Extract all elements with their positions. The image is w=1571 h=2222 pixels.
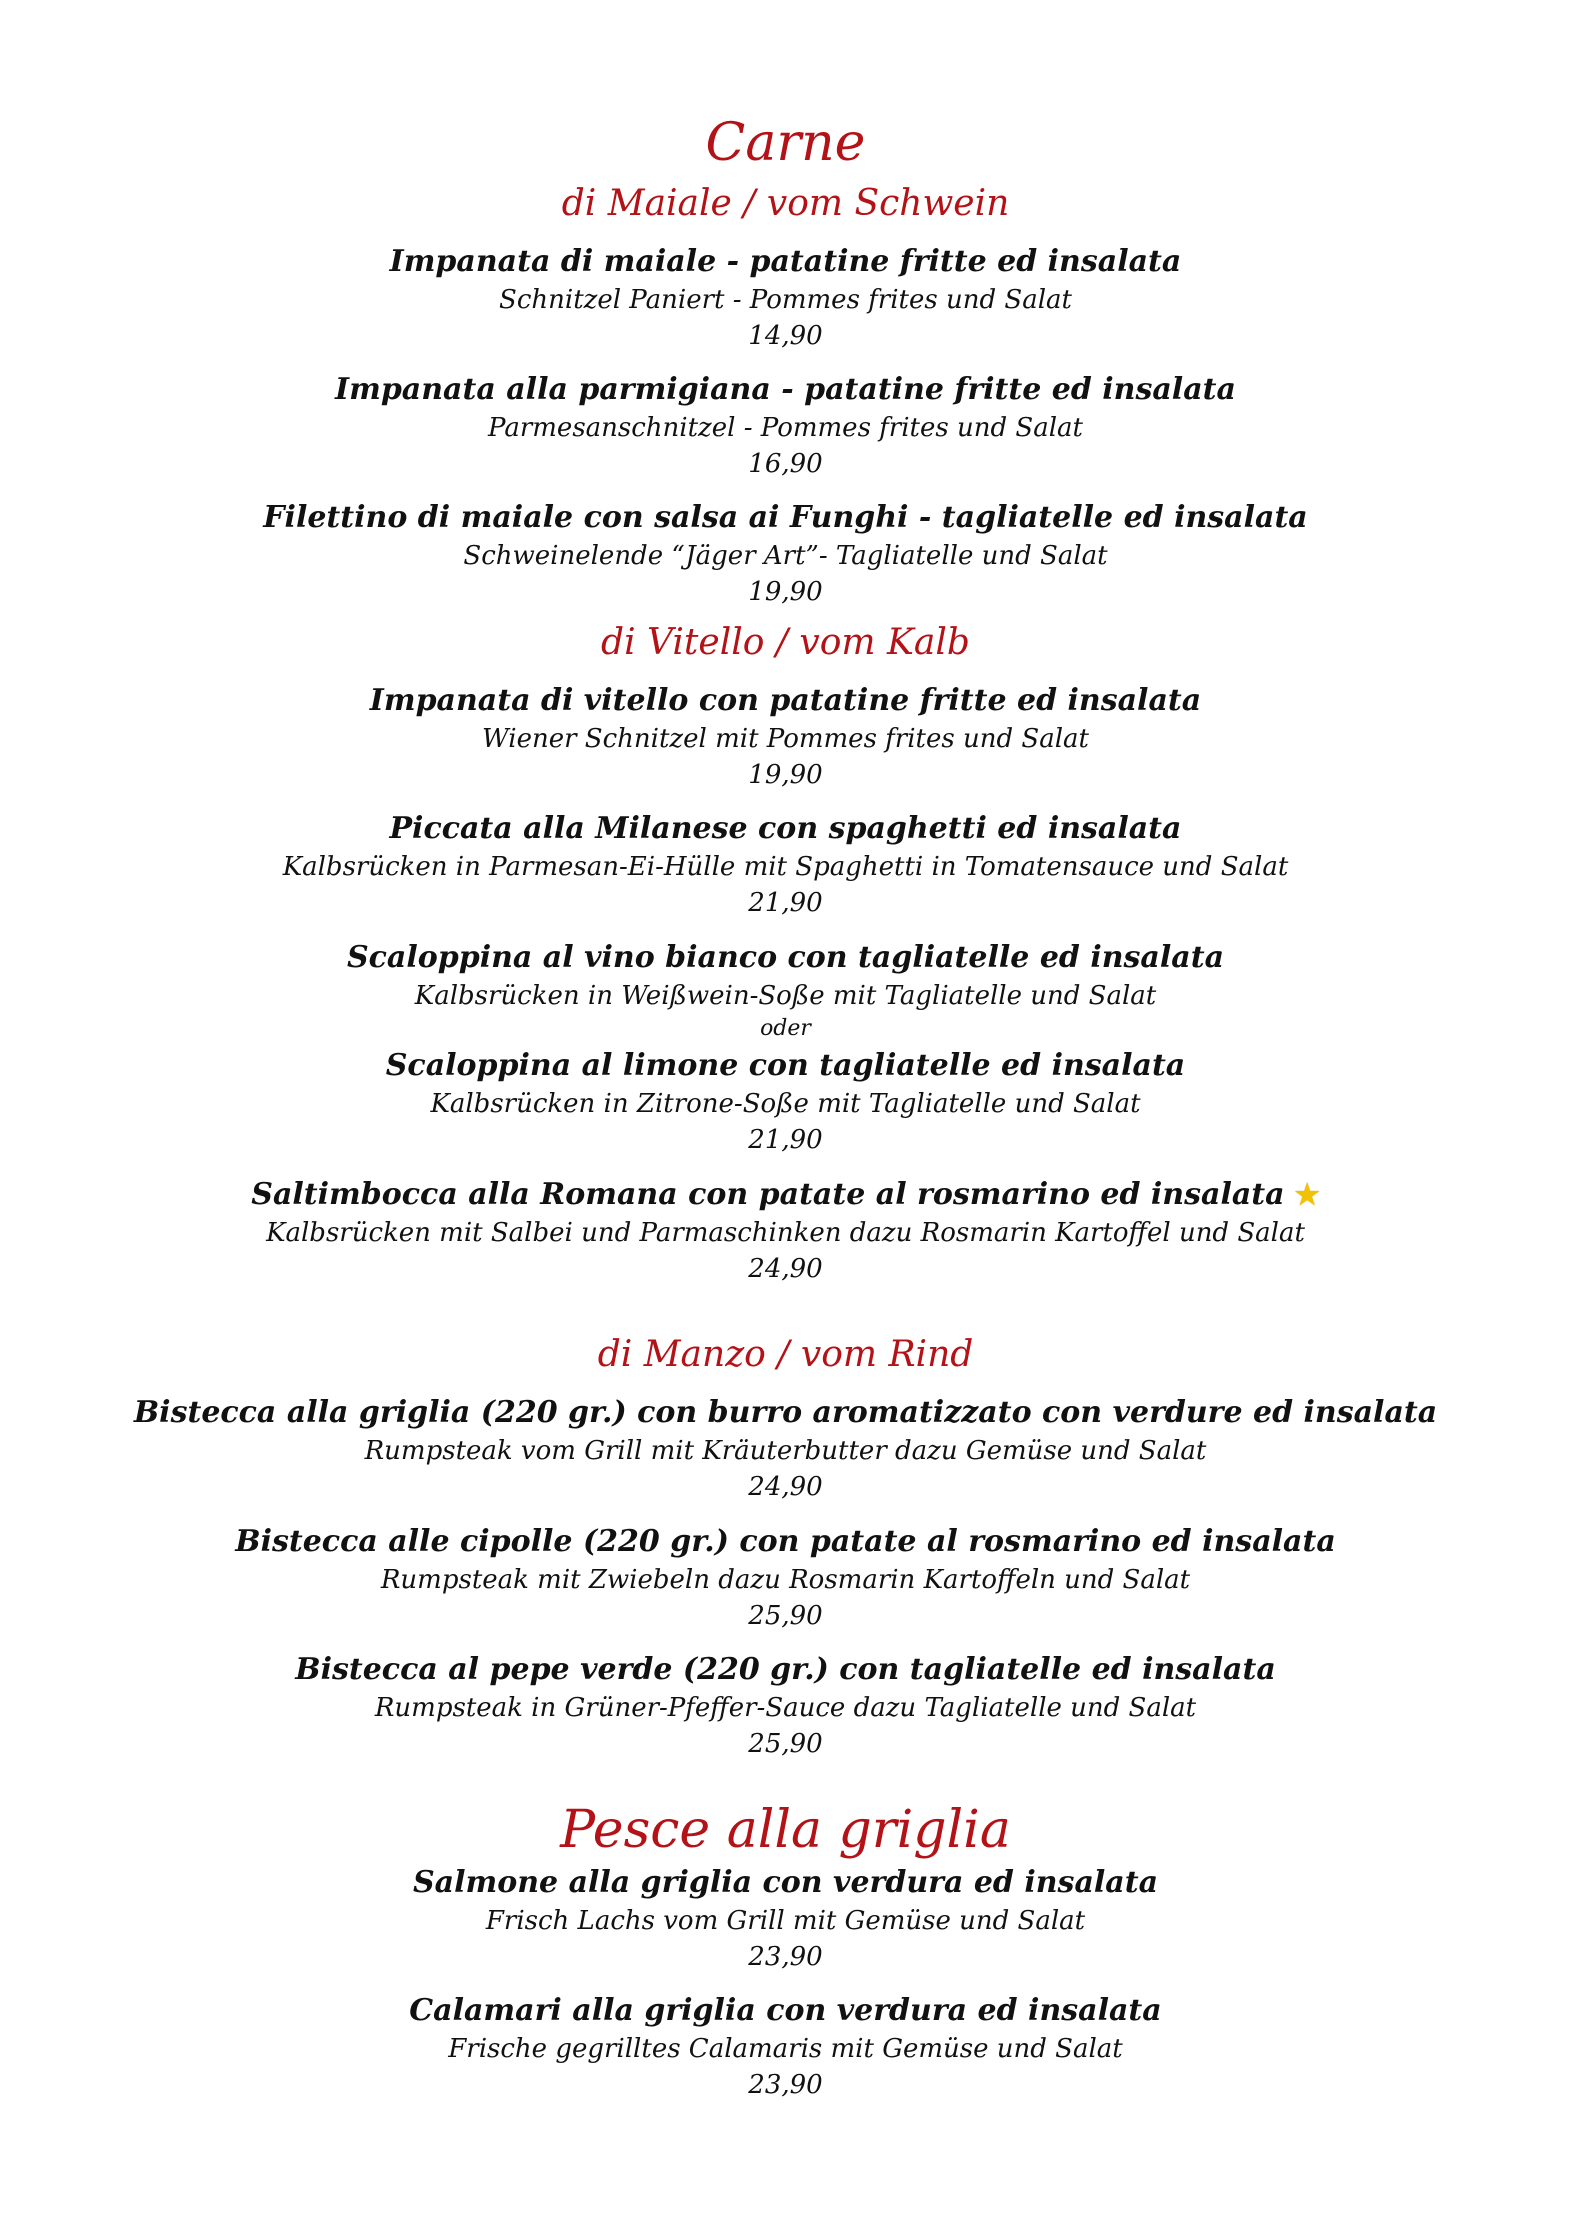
dish-price: 23,90 bbox=[748, 2070, 823, 2100]
dish-description: Parmesanschnitzel - Pommes frites und Salat bbox=[488, 413, 1083, 443]
dish-name: Bistecca al pepe verde (220 gr.) con tagliatelle ed insalata bbox=[295, 1652, 1276, 1687]
dish-price: 19,90 bbox=[748, 760, 823, 790]
dish-name: Calamari alla griglia con verdura ed insalata bbox=[409, 1993, 1162, 2028]
dish-name: Impanata alla parmigiana - patatine fritte ed insalata bbox=[335, 372, 1236, 407]
dish-description: Rumpsteak in Grüner-Pfeffer-Sauce dazu Tagliatelle und Salat bbox=[374, 1693, 1197, 1723]
dish-price: 24,90 bbox=[748, 1472, 823, 1502]
section-title-carne: Carne bbox=[705, 113, 866, 173]
dish-description: Schweinelende “Jäger Art”- Tagliatelle und Salat bbox=[463, 541, 1108, 571]
dish-name-alternative: Scaloppina al limone con tagliatelle ed insalata bbox=[385, 1048, 1186, 1083]
dish-price: 25,90 bbox=[748, 1601, 823, 1631]
dish-or-separator: oder bbox=[760, 1016, 811, 1041]
dish-description: Frisch Lachs vom Grill mit Gemüse und Salat bbox=[485, 1906, 1086, 1936]
dish-price: 14,90 bbox=[748, 321, 823, 351]
section-title-pesce: Pesce alla griglia bbox=[560, 1800, 1011, 1860]
dish-description: Kalbsrücken in Weißwein-Soße mit Tagliatelle und Salat bbox=[414, 981, 1157, 1011]
dish-description: Frische gegrilltes Calamaris mit Gemüse und Salat bbox=[448, 2034, 1123, 2064]
dish-name: Impanata di maiale - patatine fritte ed insalata bbox=[389, 244, 1182, 279]
subsection-title-maiale: di Maiale / vom Schwein bbox=[561, 183, 1010, 224]
dish-name: Scaloppina al vino bianco con tagliatelle ed insalata bbox=[346, 940, 1225, 975]
dish-price: 23,90 bbox=[748, 1942, 823, 1972]
dish-price: 21,90 bbox=[748, 888, 823, 918]
dish-name: Bistecca alle cipolle (220 gr.) con patate al rosmarino ed insalata bbox=[235, 1524, 1336, 1559]
dish-description: Rumpsteak mit Zwiebeln dazu Rosmarin Kartoffeln und Salat bbox=[380, 1565, 1191, 1595]
dish-description: Kalbsrücken mit Salbei und Parmaschinken dazu Rosmarin Kartoffel und Salat bbox=[266, 1218, 1305, 1248]
dish-price: 25,90 bbox=[748, 1729, 823, 1759]
dish-name-saltimbocca bbox=[0, 1177, 1571, 1213]
dish-description: Rumpsteak vom Grill mit Kräuterbutter dazu Gemüse und Salat bbox=[364, 1436, 1207, 1466]
star-icon: ★ bbox=[1294, 1178, 1320, 1211]
dish-description: Wiener Schnitzel mit Pommes frites und Salat bbox=[482, 724, 1089, 754]
subsection-title-manzo: di Manzo / vom Rind bbox=[597, 1334, 974, 1375]
dish-name: Piccata alla Milanese con spaghetti ed insalata bbox=[389, 811, 1182, 846]
dish-name-text: Saltimbocca alla Romana con patate al rosmarino ed insalata bbox=[251, 1177, 1285, 1212]
dish-name: Filettino di maiale con salsa ai Funghi - tagliatelle ed insalata bbox=[263, 500, 1308, 535]
dish-price: 16,90 bbox=[748, 449, 823, 479]
dish-description: Schnitzel Paniert - Pommes frites und Salat bbox=[499, 285, 1072, 315]
dish-description: Kalbsrücken in Parmesan-Ei-Hülle mit Spaghetti in Tomatensauce und Salat bbox=[282, 852, 1289, 882]
dish-price: 24,90 bbox=[748, 1254, 823, 1284]
dish-description-alternative: Kalbsrücken in Zitrone-Soße mit Tagliatelle und Salat bbox=[430, 1089, 1141, 1119]
subsection-title-vitello: di Vitello / vom Kalb bbox=[601, 622, 970, 663]
dish-name: Impanata di vitello con patatine fritte ed insalata bbox=[369, 683, 1202, 718]
dish-name: Salmone alla griglia con verdura ed insalata bbox=[412, 1865, 1159, 1900]
dish-price: 21,90 bbox=[748, 1125, 823, 1155]
dish-price: 19,90 bbox=[748, 577, 823, 607]
dish-name: Bistecca alla griglia (220 gr.) con burro aromatizzato con verdure ed insalata bbox=[133, 1395, 1438, 1430]
